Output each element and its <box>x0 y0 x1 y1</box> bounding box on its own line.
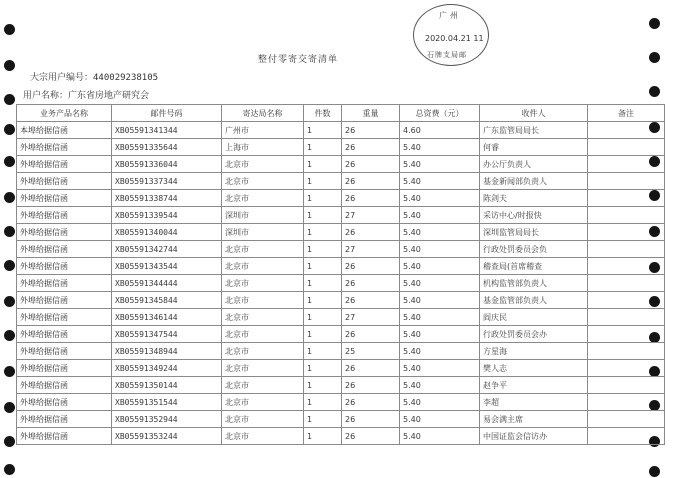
product-type-cell: 外埠给据信函 <box>17 411 112 428</box>
mailing-list-table <box>16 104 665 445</box>
punch-hole <box>4 402 15 413</box>
product-type-cell: 外埠给据信函 <box>17 139 112 156</box>
recipient-cell: 李超 <box>480 394 588 411</box>
product-type-cell: 外埠给据信函 <box>17 156 112 173</box>
destination-cell: 北京市 <box>222 326 304 343</box>
mail-number-cell: XB05591341344 <box>112 122 222 139</box>
postage-cell: 5.40 <box>400 428 480 445</box>
weight-cell: 26 <box>342 122 400 139</box>
mail-number-cell: XB05591351544 <box>112 394 222 411</box>
postage-cell: 5.40 <box>400 275 480 292</box>
postage-cell: 5.40 <box>400 207 480 224</box>
destination-cell: 北京市 <box>222 156 304 173</box>
postage-cell: 5.40 <box>400 241 480 258</box>
postage-cell: 5.40 <box>400 343 480 360</box>
recipient-cell: 阎庆民 <box>480 309 588 326</box>
table-row <box>17 428 665 445</box>
weight-cell: 26 <box>342 258 400 275</box>
quantity-cell: 1 <box>304 309 342 326</box>
punch-hole <box>649 86 660 97</box>
postage-cell: 5.40 <box>400 173 480 190</box>
table-row <box>17 139 665 156</box>
punch-hole <box>4 60 15 71</box>
punch-hole <box>649 52 660 63</box>
weight-cell: 27 <box>342 207 400 224</box>
product-type-cell: 外埠给据信函 <box>17 241 112 258</box>
table-row <box>17 156 665 173</box>
product-type-cell: 外埠给据信函 <box>17 309 112 326</box>
table-row <box>17 122 665 139</box>
column-header: 寄达局名称 <box>222 105 304 122</box>
destination-cell: 北京市 <box>222 275 304 292</box>
postage-cell: 5.40 <box>400 224 480 241</box>
destination-cell: 北京市 <box>222 309 304 326</box>
remark-cell <box>588 292 665 309</box>
quantity-cell: 1 <box>304 156 342 173</box>
postmark-stamp <box>413 4 491 68</box>
column-header: 收件人 <box>480 105 588 122</box>
weight-cell: 25 <box>342 343 400 360</box>
table-row <box>17 224 665 241</box>
quantity-cell: 1 <box>304 411 342 428</box>
product-type-cell: 外埠给据信函 <box>17 343 112 360</box>
user-name <box>23 88 149 101</box>
destination-cell: 北京市 <box>222 241 304 258</box>
product-type-cell: 外埠给据信函 <box>17 258 112 275</box>
weight-cell: 26 <box>342 360 400 377</box>
destination-cell: 北京市 <box>222 360 304 377</box>
weight-cell: 26 <box>342 139 400 156</box>
quantity-cell: 1 <box>304 394 342 411</box>
punch-hole <box>4 330 15 341</box>
user-name-value: 广东省房地产研究会 <box>68 91 150 101</box>
quantity-cell: 1 <box>304 275 342 292</box>
recipient-cell: 广东监管局局长 <box>480 122 588 139</box>
punch-hole <box>4 436 15 447</box>
product-type-cell: 外埠给据信函 <box>17 377 112 394</box>
quantity-cell: 1 <box>304 190 342 207</box>
mail-number-cell: XB05591340044 <box>112 224 222 241</box>
weight-cell: 26 <box>342 224 400 241</box>
recipient-cell: 陈剑夫 <box>480 190 588 207</box>
recipient-cell: 何睿 <box>480 139 588 156</box>
product-type-cell: 外埠给据信函 <box>17 224 112 241</box>
destination-cell: 北京市 <box>222 394 304 411</box>
destination-cell: 北京市 <box>222 377 304 394</box>
punch-hole <box>4 366 15 377</box>
quantity-cell: 1 <box>304 292 342 309</box>
mail-number-cell: XB05591346144 <box>112 309 222 326</box>
postage-cell: 5.40 <box>400 394 480 411</box>
remark-cell <box>588 207 665 224</box>
product-type-cell: 外埠给据信函 <box>17 326 112 343</box>
postmark-date: 2020.04.21 11 <box>425 34 484 43</box>
table-row <box>17 326 665 343</box>
user-name-label: 用户名称： <box>23 91 69 101</box>
postage-cell: 5.40 <box>400 360 480 377</box>
remark-cell <box>588 360 665 377</box>
column-header: 业务产品名称 <box>17 105 112 122</box>
destination-cell: 北京市 <box>222 190 304 207</box>
punch-hole <box>4 124 15 135</box>
remark-cell <box>588 428 665 445</box>
postage-cell: 5.40 <box>400 309 480 326</box>
weight-cell: 26 <box>342 428 400 445</box>
mail-number-cell: XB05591342744 <box>112 241 222 258</box>
punch-hole <box>649 18 660 29</box>
recipient-cell: 易会满主席 <box>480 411 588 428</box>
table-row <box>17 360 665 377</box>
recipient-cell: 基金监管部负责人 <box>480 292 588 309</box>
mail-number-cell: XB05591352944 <box>112 411 222 428</box>
quantity-cell: 1 <box>304 326 342 343</box>
column-header: 备注 <box>588 105 665 122</box>
table-row <box>17 411 665 428</box>
product-type-cell: 外埠给据信函 <box>17 292 112 309</box>
weight-cell: 26 <box>342 377 400 394</box>
quantity-cell: 1 <box>304 241 342 258</box>
quantity-cell: 1 <box>304 224 342 241</box>
mail-number-cell: XB05591349244 <box>112 360 222 377</box>
mail-number-cell: XB05591353244 <box>112 428 222 445</box>
weight-cell: 26 <box>342 292 400 309</box>
remark-cell <box>588 241 665 258</box>
punch-hole <box>4 464 15 475</box>
mail-number-cell: XB05591350144 <box>112 377 222 394</box>
table-row <box>17 275 665 292</box>
destination-cell: 北京市 <box>222 258 304 275</box>
punch-hole <box>649 466 660 477</box>
quantity-cell: 1 <box>304 139 342 156</box>
table-row <box>17 173 665 190</box>
weight-cell: 26 <box>342 411 400 428</box>
mail-number-cell: XB05591338744 <box>112 190 222 207</box>
destination-cell: 深圳市 <box>222 207 304 224</box>
recipient-cell: 深圳监管局局长 <box>480 224 588 241</box>
remark-cell <box>588 122 665 139</box>
destination-cell: 北京市 <box>222 343 304 360</box>
destination-cell: 北京市 <box>222 428 304 445</box>
postage-cell: 5.40 <box>400 411 480 428</box>
postage-cell: 4.60 <box>400 122 480 139</box>
mail-number-cell: XB05591345844 <box>112 292 222 309</box>
remark-cell <box>588 326 665 343</box>
recipient-cell: 行政处罚委员会办 <box>480 326 588 343</box>
destination-cell: 北京市 <box>222 173 304 190</box>
destination-cell: 上海市 <box>222 139 304 156</box>
recipient-cell: 行政处罚委员会负 <box>480 241 588 258</box>
postage-cell: 5.40 <box>400 292 480 309</box>
remark-cell <box>588 156 665 173</box>
postage-cell: 5.40 <box>400 139 480 156</box>
mail-number-cell: XB05591339544 <box>112 207 222 224</box>
recipient-cell: 稽查局(首席稽查 <box>480 258 588 275</box>
punch-hole <box>4 24 15 35</box>
table-row <box>17 241 665 258</box>
product-type-cell: 外埠给据信函 <box>17 207 112 224</box>
table-row <box>17 309 665 326</box>
mail-number-cell: XB05591344444 <box>112 275 222 292</box>
bulk-user-number-label: 大宗用户编号： <box>30 73 94 83</box>
product-type-cell: 外埠给据信函 <box>17 173 112 190</box>
column-header: 邮件号码 <box>112 105 222 122</box>
column-header: 总资费（元） <box>400 105 480 122</box>
remark-cell <box>588 275 665 292</box>
remark-cell <box>588 394 665 411</box>
remark-cell <box>588 309 665 326</box>
product-type-cell: 外埠给据信函 <box>17 360 112 377</box>
punch-hole <box>4 94 15 105</box>
product-type-cell: 外埠给据信函 <box>17 190 112 207</box>
weight-cell: 26 <box>342 326 400 343</box>
remark-cell <box>588 258 665 275</box>
postage-cell: 5.40 <box>400 156 480 173</box>
postage-cell: 5.40 <box>400 377 480 394</box>
punch-hole <box>4 192 15 203</box>
weight-cell: 26 <box>342 156 400 173</box>
postmark-office: 石牌支局邮 <box>427 51 467 59</box>
mail-number-cell: XB05591347544 <box>112 326 222 343</box>
table-row <box>17 207 665 224</box>
recipient-cell: 办公厅负责人 <box>480 156 588 173</box>
punch-hole <box>4 260 15 271</box>
destination-cell: 北京市 <box>222 411 304 428</box>
postmark-city: 广州 <box>439 11 461 20</box>
punch-hole <box>4 156 15 167</box>
remark-cell <box>588 173 665 190</box>
recipient-cell: 机构监管部负责人 <box>480 275 588 292</box>
quantity-cell: 1 <box>304 428 342 445</box>
table-row <box>17 377 665 394</box>
weight-cell: 26 <box>342 190 400 207</box>
quantity-cell: 1 <box>304 122 342 139</box>
bulk-user-number-value: 440029238105 <box>93 73 159 83</box>
punch-hole <box>4 226 15 237</box>
product-type-cell: 外埠给据信函 <box>17 394 112 411</box>
weight-cell: 26 <box>342 275 400 292</box>
quantity-cell: 1 <box>304 360 342 377</box>
recipient-cell: 赵争平 <box>480 377 588 394</box>
weight-cell: 27 <box>342 309 400 326</box>
recipient-cell: 方星海 <box>480 343 588 360</box>
remark-cell <box>588 343 665 360</box>
column-header: 件数 <box>304 105 342 122</box>
table-row <box>17 258 665 275</box>
destination-cell: 广州市 <box>222 122 304 139</box>
recipient-cell: 基金新闻部负责人 <box>480 173 588 190</box>
table-row <box>17 190 665 207</box>
remark-cell <box>588 139 665 156</box>
remark-cell <box>588 411 665 428</box>
bulk-user-number <box>30 70 158 83</box>
recipient-cell: 中国证监会信访办 <box>480 428 588 445</box>
column-header: 重量 <box>342 105 400 122</box>
product-type-cell: 外埠给据信函 <box>17 275 112 292</box>
quantity-cell: 1 <box>304 343 342 360</box>
destination-cell: 北京市 <box>222 292 304 309</box>
product-type-cell: 外埠给据信函 <box>17 428 112 445</box>
postage-cell: 5.40 <box>400 326 480 343</box>
mail-number-cell: XB05591348944 <box>112 343 222 360</box>
weight-cell: 27 <box>342 241 400 258</box>
quantity-cell: 1 <box>304 377 342 394</box>
remark-cell <box>588 190 665 207</box>
recipient-cell: 采访中心/时报快 <box>480 207 588 224</box>
quantity-cell: 1 <box>304 173 342 190</box>
mail-number-cell: XB05591337344 <box>112 173 222 190</box>
product-type-cell: 本埠给据信函 <box>17 122 112 139</box>
document-title: 整付零寄交寄清单 <box>258 55 339 65</box>
remark-cell <box>588 224 665 241</box>
punch-hole <box>4 296 15 307</box>
mail-number-cell: XB05591335644 <box>112 139 222 156</box>
quantity-cell: 1 <box>304 258 342 275</box>
postage-cell: 5.40 <box>400 258 480 275</box>
table-row <box>17 394 665 411</box>
quantity-cell: 1 <box>304 207 342 224</box>
table-header-row <box>17 105 665 122</box>
table-row <box>17 292 665 309</box>
weight-cell: 26 <box>342 173 400 190</box>
destination-cell: 深圳市 <box>222 224 304 241</box>
postage-cell: 5.40 <box>400 190 480 207</box>
remark-cell <box>588 377 665 394</box>
mail-number-cell: XB05591336044 <box>112 156 222 173</box>
recipient-cell: 樊人志 <box>480 360 588 377</box>
mail-number-cell: XB05591343544 <box>112 258 222 275</box>
weight-cell: 26 <box>342 394 400 411</box>
table-body <box>17 122 665 445</box>
table-row <box>17 343 665 360</box>
